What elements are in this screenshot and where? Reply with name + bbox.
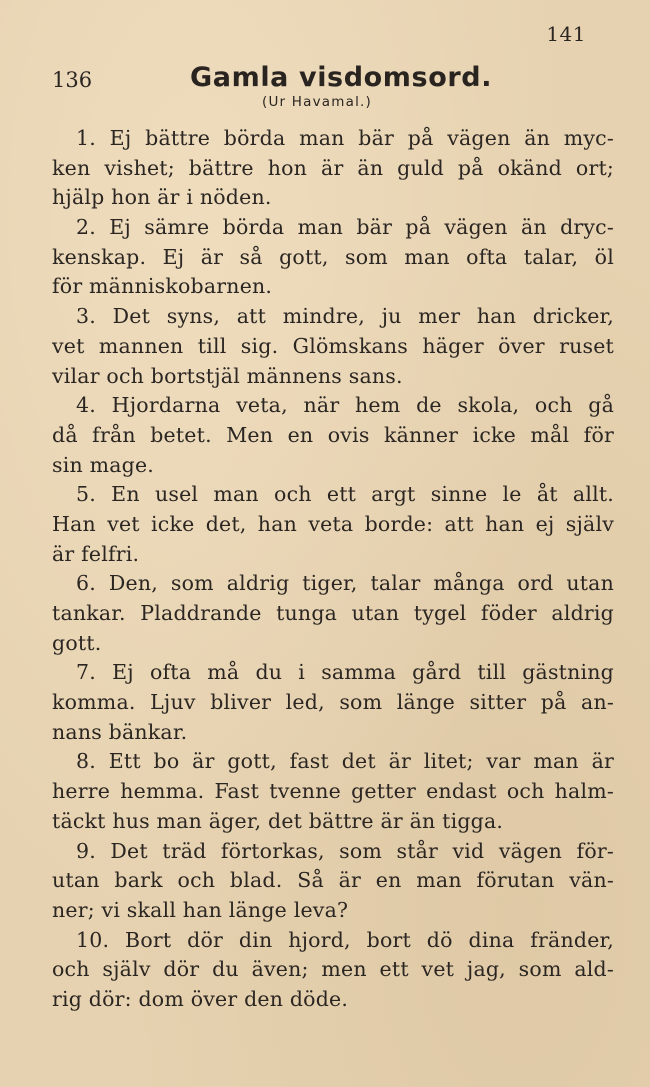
- text-line: 8. Ett bo är gott, fast det är litet; var man är: [76, 749, 614, 774]
- text-line: vet mannen till sig. Glömskans häger över ruset: [52, 333, 614, 358]
- text-line: 2. Ej sämre börda man bär på vägen än dryc-: [76, 215, 614, 240]
- text-line: är felfri.: [52, 541, 140, 566]
- page-subtitle: (Ur Havamal.): [262, 94, 373, 110]
- text-line: herre hemma. Fast tvenne getter endast och halm-: [52, 779, 614, 804]
- page-title: Gamla visdomsord.: [190, 62, 493, 93]
- text-line: ken vishet; bättre hon är än guld på okänd ort;: [52, 155, 614, 180]
- body-text: [52, 124, 614, 1015]
- text-line: 5. En usel man och ett argt sinne le åt allt.: [76, 482, 614, 507]
- text-line: då från betet. Men en ovis känner icke mål för: [52, 422, 614, 447]
- text-line: utan bark och blad. Så är en man förutan vän-: [52, 868, 614, 893]
- text-line: ner; vi skall han länge leva?: [52, 897, 349, 922]
- text-line: 4. Hjordarna veta, när hem de skola, och gå: [76, 393, 614, 418]
- text-line: 3. Det syns, att mindre, ju mer han dricker,: [76, 304, 614, 329]
- text-line: gott.: [52, 630, 102, 655]
- text-line: nans bänkar.: [52, 719, 188, 744]
- text-line: 10. Bort dör din hjord, bort dö dina fränder,: [76, 927, 614, 952]
- page-number-top: 141: [546, 22, 586, 46]
- text-line: 6. Den, som aldrig tiger, talar många ord utan: [76, 571, 614, 596]
- text-line: sin mage.: [52, 452, 155, 477]
- text-line: täckt hus man äger, det bättre är än tigga.: [52, 808, 504, 833]
- text-line: 7. Ej ofta må du i samma gård till gästning: [76, 660, 614, 685]
- text-line: för människobarnen.: [52, 274, 273, 299]
- text-line: komma. Ljuv bliver led, som länge sitter på an-: [52, 690, 614, 715]
- text-line: 1. Ej bättre börda man bär på vägen än myc-: [76, 126, 614, 150]
- text-line: vilar och bortstjäl männens sans.: [52, 363, 403, 388]
- page-number-left: 136: [52, 68, 93, 92]
- text-line: och själv dör du även; men ett vet jag, som ald-: [52, 957, 614, 982]
- text-line: tankar. Pladdrande tunga utan tygel föder aldrig: [52, 601, 614, 625]
- text-line: rig dör: dom över den döde.: [52, 986, 349, 1011]
- text-line: Han vet icke det, han veta borde: att han ej själv: [52, 511, 614, 536]
- text-line: kenskap. Ej är så gott, som man ofta talar, öl: [52, 244, 614, 269]
- text-line: hjälp hon är i nöden.: [52, 185, 272, 210]
- text-line: 9. Det träd förtorkas, som står vid vägen för-: [76, 838, 614, 863]
